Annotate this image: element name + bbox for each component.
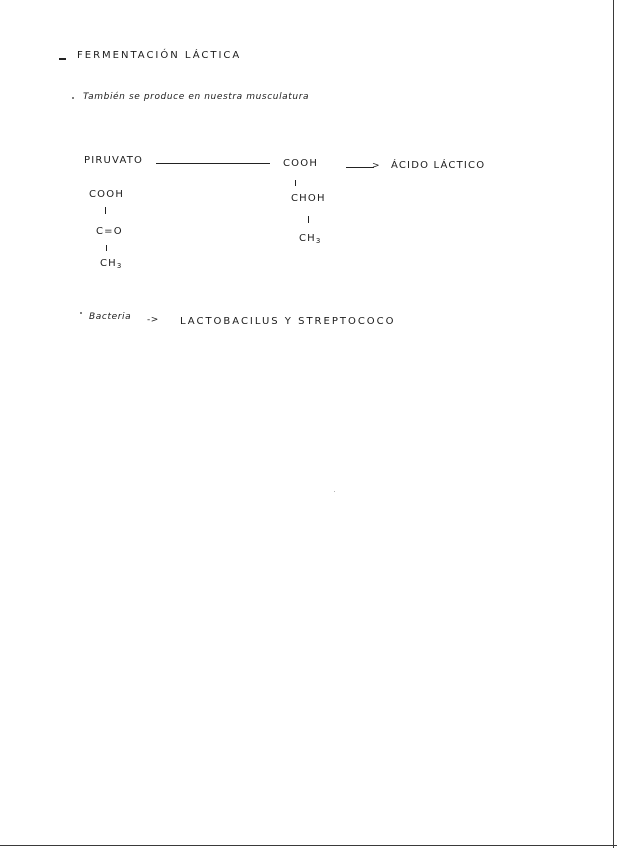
reactant-subscript: 3 xyxy=(116,262,122,270)
page-title: FERMENTACIÓN LÁCTICA xyxy=(77,50,242,61)
reactant-name: PIRUVATO xyxy=(84,155,144,166)
product-bond-2 xyxy=(308,216,309,223)
reactant-bond-2 xyxy=(106,245,107,251)
product-subscript: 3 xyxy=(315,237,321,245)
note2-bullet xyxy=(80,312,82,314)
reactant-line-1: COOH xyxy=(89,189,125,200)
reactant-bond-1 xyxy=(105,207,106,214)
reactant-line-3-wrap xyxy=(100,258,121,270)
product-line-3: CH xyxy=(299,233,316,244)
product-arrow-line xyxy=(346,167,374,168)
note1-bullet xyxy=(72,97,74,99)
note1-text: También se produce en nuestra musculatura xyxy=(83,92,310,102)
scan-edge-bottom xyxy=(0,845,617,846)
product-line-1: COOH xyxy=(283,158,319,169)
reaction-line xyxy=(156,163,270,164)
note2-label: Bacteria xyxy=(89,312,132,322)
product-line-2: CHOH xyxy=(291,193,326,204)
product-bond-1 xyxy=(295,180,296,186)
product-arrow-head-icon: > xyxy=(372,161,380,171)
note2-text: LACTOBACILUS Y STREPTOCOCO xyxy=(180,316,396,327)
scan-speck xyxy=(334,491,335,492)
scan-edge-right xyxy=(613,0,614,848)
title-bullet-dash xyxy=(59,58,66,60)
note2-arrow: -> xyxy=(147,315,159,325)
reactant-line-2: C=O xyxy=(96,226,123,237)
product-line-3-wrap xyxy=(299,233,320,245)
product-name: ÁCIDO LÁCTICO xyxy=(391,160,486,171)
reactant-line-3: CH xyxy=(100,258,117,269)
